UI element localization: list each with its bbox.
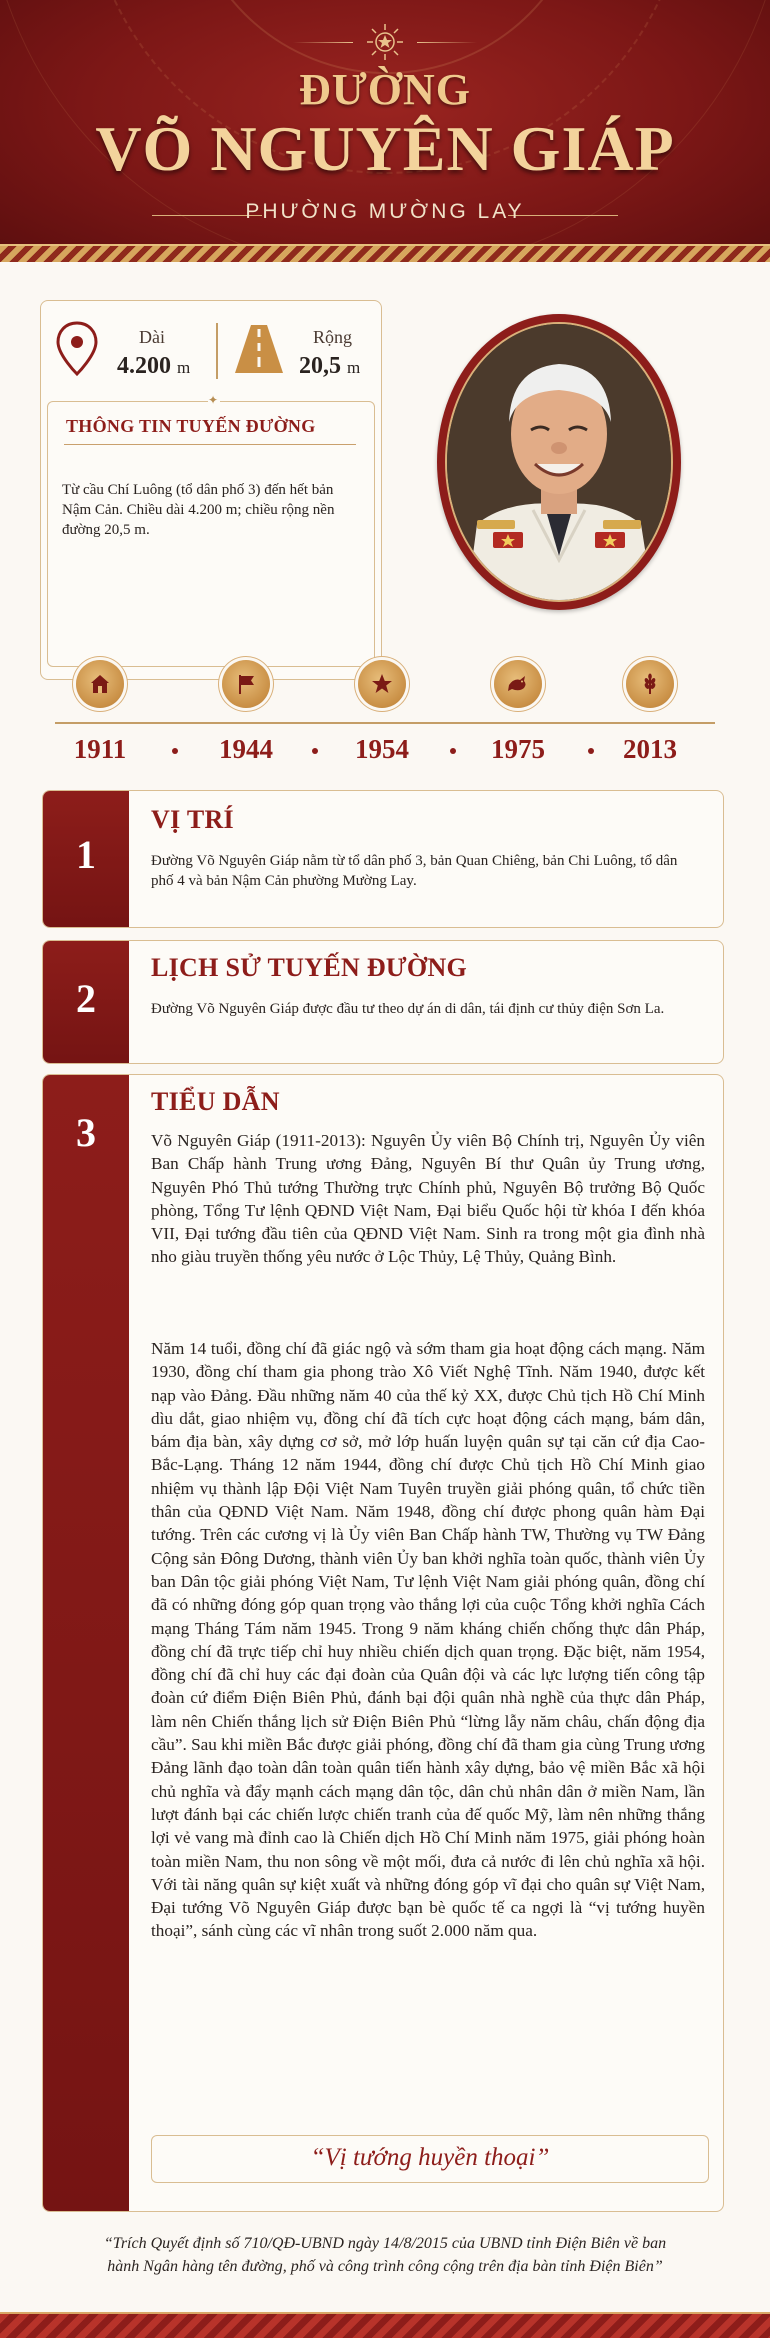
section-history (42, 940, 724, 1064)
divider (216, 323, 218, 379)
section-biography (42, 1074, 724, 2212)
header-deco-line (417, 42, 477, 43)
star-emblem-icon (365, 22, 405, 62)
section-location (42, 790, 724, 928)
portrait-photo (445, 322, 673, 602)
star-ornament-icon: ✦ (208, 393, 219, 407)
wheat-icon (638, 672, 662, 696)
flag-icon (234, 672, 258, 696)
road-info-card (40, 300, 382, 680)
page-subtitle: PHƯỜNG MƯỜNG LAY (245, 200, 525, 223)
timeline-year: 2013 (623, 734, 677, 764)
section-number: 2 (76, 976, 96, 1021)
route-info-title: THÔNG TIN TUYẾN ĐƯỜNG (66, 416, 316, 436)
portrait-frame (437, 314, 681, 610)
road-icon (233, 323, 285, 375)
biography-paragraph: Năm 14 tuổi, đồng chí đã giác ngộ và sớm tham gia hoạt động cách mạng. Năm 1930, đồng chí tham gia phong trào Xô Viết Nghệ Tĩnh. Năm 1940, được kết nạp vào Đảng. Đầu những năm 40 của thế kỷ XX, được Chủ tịch Hồ Chí Minh dìu dắt, giao nhiệm vụ, đồng chí đã tích cực hoạt động cách mạng, bám dân, bám địa bàn, xây dựng cơ sở, mở lớp huấn luyện quân sự tại căn cứ địa Cao-Bắc-Lạng. Tháng 12 năm 1944, đồng chí được Chủ tịch Hồ Chí Minh giao nhiệm vụ thành lập Đội Việt Nam Tuyên truyền giải phóng quân, tổ chức tiền thân của QĐND Việt Nam. Năm 1948, đồng chí được phong quân hàm Đại tướng. Trên các cương vị là Ủy viên Ban Chấp hành TW, Thường vụ TW Đảng Cộng sản Đông Dương, thành viên Ủy ban khởi nghĩa toàn quốc, thành viên Ủy ban Dân tộc giải phóng Việt Nam, Tư lệnh Việt Nam giải phóng quân, đồng chí đã có những đóng góp quan trọng vào thắng lợi của cuộc Tổng khởi nghĩa Cách mạng Tháng Tám năm 1945. Trong 9 năm kháng chiến chống thực dân Pháp, đồng chí đã trực tiếp chỉ huy nhiều chiến dịch quan trọng. Đặc biệt, năm 1954, đồng chí đã chỉ huy các đại đoàn của Quân đội và các lực lượng tiến công tập đoàn cứ điểm Điện Biên Phủ, đánh bại đội quân nhà nghề của thực dân Pháp, làm nên Chiến thắng lịch sử Điện Biên Phủ “lừng lẫy năm châu, chấn động địa cầu”. Sau khi miền Bắc được giải phóng, đồng chí đã tham gia cùng Trung ương Đảng lãnh đạo toàn dân toàn quân tiến hành xây dựng, bảo vệ miền Bắc xã hội chủ nghĩa và đẩy mạnh cách mạng dân tộc, dân chủ nhân dân ở miền Nam, lần lượt đánh bại các chiến lược chiến tranh của đế quốc Mỹ, làm nên những thắng lợi vẻ vang mà đỉnh cao là Chiến dịch Hồ Chí Minh năm 1975, giải phóng hoàn toàn miền Nam, thu non sông về một mối, đưa cả nước đi lên chủ nghĩa xã hội. Với tài năng quân sự kiệt xuất và những đóng góp vĩ đại cho quân sự Việt Nam, Đại tướng Võ Nguyên Giáp được bạn bè quốc tế ca ngợi là “vị tướng huyền thoại”, sánh cùng các vĩ nhân trong suốt 2.000 năm qua. (151, 1339, 705, 1941)
footer-pattern-band (0, 2312, 770, 2338)
section-text: Đường Võ Nguyên Giáp nằm từ tổ dân phố 3, bản Quan Chiêng, bản Chi Luông, tổ dân phố 4 và bản Nậm Cản phường Mường Lay. (151, 853, 678, 889)
header-banner (0, 0, 770, 262)
width-label: Rộng (313, 327, 353, 347)
section-title: VỊ TRÍ (151, 805, 234, 834)
section-title: TIỂU DẪN (151, 1087, 280, 1116)
timeline-dot (588, 748, 594, 754)
section-text: Đường Võ Nguyên Giáp được đầu tư theo dự án di dân, tái định cư thủy điện Sơn La. (151, 1001, 665, 1017)
timeline-year: 1911 (73, 734, 127, 764)
timeline-line (55, 722, 715, 724)
timeline-year: 1944 (219, 734, 273, 764)
citation-line: “Trích Quyết định số 710/QĐ-UBND ngày 14/8/2015 của UBND tỉnh Điện Biên về ban (103, 2235, 667, 2252)
quote-box (151, 2135, 709, 2183)
section-number-column (43, 1075, 129, 2211)
route-info-text: Từ cầu Chí Luông (tổ dân phố 3) đến hết bản Nậm Cản. Chiều dài 4.200 m; chiều rộng nền đường 20,5 m. (62, 482, 335, 538)
width-value: 20,5 m (299, 353, 361, 379)
timeline-year: 1954 (355, 734, 409, 764)
timeline-dot (172, 748, 178, 754)
house-icon (88, 672, 112, 696)
source-citation (40, 2232, 730, 2278)
page-title-line2: VÕ NGUYÊN GIÁP (95, 113, 675, 184)
section-title: LỊCH SỬ TUYẾN ĐƯỜNG (151, 953, 468, 982)
location-pin-icon (55, 321, 99, 377)
header-deco-line (293, 42, 353, 43)
timeline-year: 1975 (491, 734, 545, 764)
route-info-box (47, 393, 375, 667)
section-number: 1 (76, 832, 96, 877)
timeline-dot (312, 748, 318, 754)
page-title-line1: ĐƯỜNG (298, 65, 472, 114)
dove-icon (506, 672, 530, 696)
star-icon (370, 672, 394, 696)
title-rule (64, 444, 356, 445)
biography-paragraph: Võ Nguyên Giáp (1911-2013): Nguyên Ủy viên Bộ Chính trị, Nguyên Ủy viên Ban Chấp hành Trung ương Đảng, Nguyên Bí thư Quân ủy Trung ương, Nguyên Phó Thủ tướng Thường trực Chính phủ, Nguyên Bộ trưởng Bộ Quốc phòng, Tổng Tư lệnh QĐND Việt Nam, Đại biểu Quốc hội từ khóa I đến khóa VII, Đại tướng đầu tiên của QĐND Việt Nam. Sinh ra trong một gia đình nhà nho giàu truyền thống yêu nước ở Lộc Thủy, Lệ Thủy, Quảng Bình. (151, 1131, 705, 1267)
length-value: 4.200 m (117, 353, 191, 379)
length-label: Dài (139, 327, 165, 347)
section-number: 3 (76, 1110, 96, 1155)
timeline-dot (450, 748, 456, 754)
header-pattern-band (0, 244, 770, 262)
general-portrait-image (447, 324, 671, 600)
citation-line: hành Ngân hàng tên đường, phố và công trình công cộng trên địa bàn tỉnh Điện Biên” (107, 2258, 663, 2275)
quote-text: “Vị tướng huyền thoại” (310, 2144, 550, 2171)
